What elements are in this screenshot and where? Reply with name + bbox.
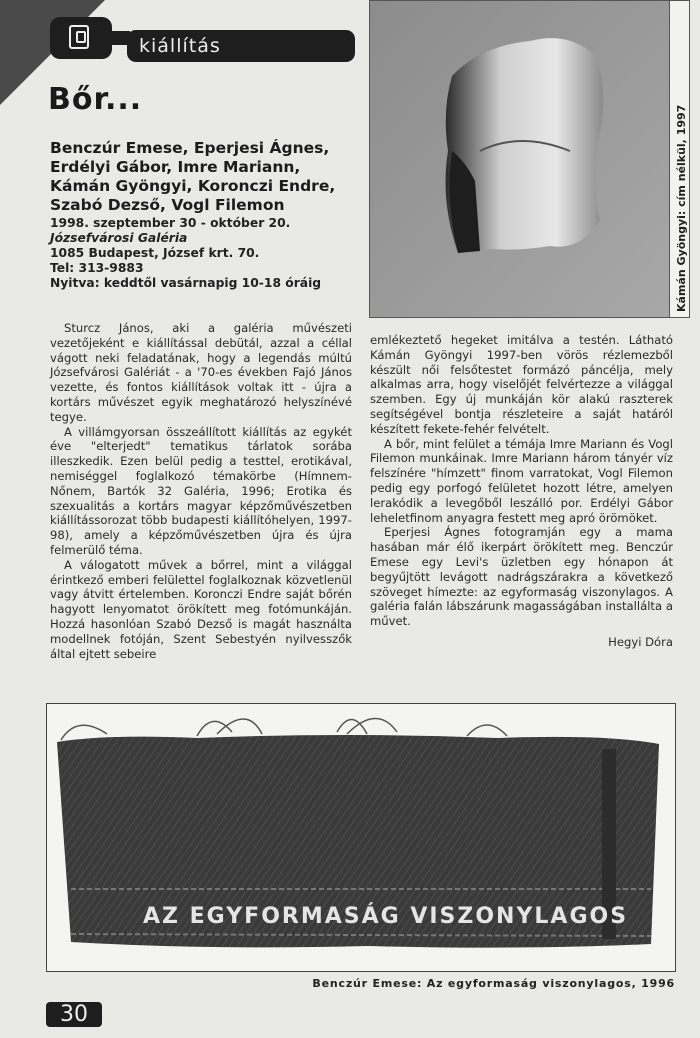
paragraph: A bőr, mint felület a témája Imre Mariann és Vogl Filemon munkáinak. Imre Mariann három tányér víz felszínére "hímzett" finom varratokat, Vogl Filemon pedig egy porfogó felületet hozott létre, amelyen lerakódik a levegőből leszálló por. Erdélyi Gábor leheletfinom anyagra festett meg apró örömöket. <box>370 436 673 525</box>
body-column-left <box>50 321 352 661</box>
sculpture-photo <box>369 0 670 318</box>
exhibition-phone: Tel: 313-9883 <box>50 261 144 275</box>
section-logo-icon <box>50 17 112 59</box>
denim-artwork-photo <box>46 703 676 972</box>
torso-sculpture-image <box>370 1 670 318</box>
artist-list: Benczúr Emese, Eperjesi Ágnes, Erdélyi Gábor, Imre Mariann, Kámán Gyöngyi, Koronczi Endre, Szabó Dezső, Vogl Filemon <box>50 139 336 214</box>
paragraph: emlékeztető hegeket imitálva a testén. Látható Kámán Gyöngyi 1997-ben vörös rézlemezből készült női felsőtestet formázó páncélja, mely alkalmas arra, hogy viselőjét felvértezze a világgal szemben. Egy új munkáján kör alakú raszterek segítségével bontja részleteire a saját határól készített fekete-fehér felvételt. <box>370 333 673 436</box>
exhibition-venue: Józsefvárosi Galéria <box>50 231 188 245</box>
paragraph: A villámgyorsan összeállított kiállítás az egykét éve "elterjedt" tematikus tárlatok sorába illeszkedik. Ezen belül pedig a testtel, erotikával, nemiséggel foglalkozó témakörbe (Hímnem-Nőnem, Bartók 32 Galéria, 1996; Erotika és szexualitás a kortárs magyar képzőművészetben kiállítássorozat több budapesti kiállítóhelyen, 1997-98), amely a képzőművészetben újra és újra felmerülő téma. <box>50 424 352 557</box>
article-title: Bőr... <box>48 82 143 117</box>
page-number: 30 <box>46 1002 102 1027</box>
paragraph: A válogatott művek a bőrrel, mint a világgal érintkező emberi felülettel foglalkoznak közvetlenül vagy átvitt értelemben. Koronczi Endre saját bőrén hagyott lenyomatot örökített meg fotómunkáján. Hozzá hasonlóan Szabó Dezső is magát használta modellnek fotóján, Szent Sebestyén nyilvesszők által ejtett sebeire <box>50 557 352 661</box>
embroidered-text: AZ EGYFORMASÁG VISZONYLAGOS <box>143 904 629 929</box>
exhibition-hours: Nyitva: keddtől vasárnapig 10-18 óráig <box>50 276 322 290</box>
exhibition-address: 1085 Budapest, József krt. 70. <box>50 246 260 260</box>
artwork-caption: Benczúr Emese: Az egyformaság viszonylagos, 1996 <box>312 977 675 990</box>
paragraph: Sturcz János, aki a galéria művészeti vezetőjeként e kiállítással debütál, azzal a céllal vágott neki feladatának, hogy a legendás múltú Józsefvárosi Galériát - a '70-es években Fajó János vezette, és fontos kiállítások voltak itt - újra a kortárs művészet egyik meghatározó helyszínévé tegye. <box>50 321 352 424</box>
paragraph: Eperjesi Ágnes fotogramján egy a mama hasában már élő ikerpárt örökített meg. Benczúr Emese egy Levi's üzletben egy hónapon át begyűjtött levágott nadrágszárakra a következő szöveget hímezte: az egyformaság viszonylagos. A galéria falán lábszárunk magasságában installálta a művet. <box>370 525 673 629</box>
photo-credit: Kámán Gyöngyi: cím nélkül, 1997 <box>675 104 688 312</box>
article-author: Hegyi Dóra <box>608 634 673 649</box>
denim-cuff-image <box>47 704 675 971</box>
exhibition-info <box>50 216 360 291</box>
exhibition-dates: 1998. szeptember 30 - október 20. <box>50 216 291 230</box>
body-column-right <box>370 333 673 650</box>
section-label: kiállítás <box>127 30 355 62</box>
